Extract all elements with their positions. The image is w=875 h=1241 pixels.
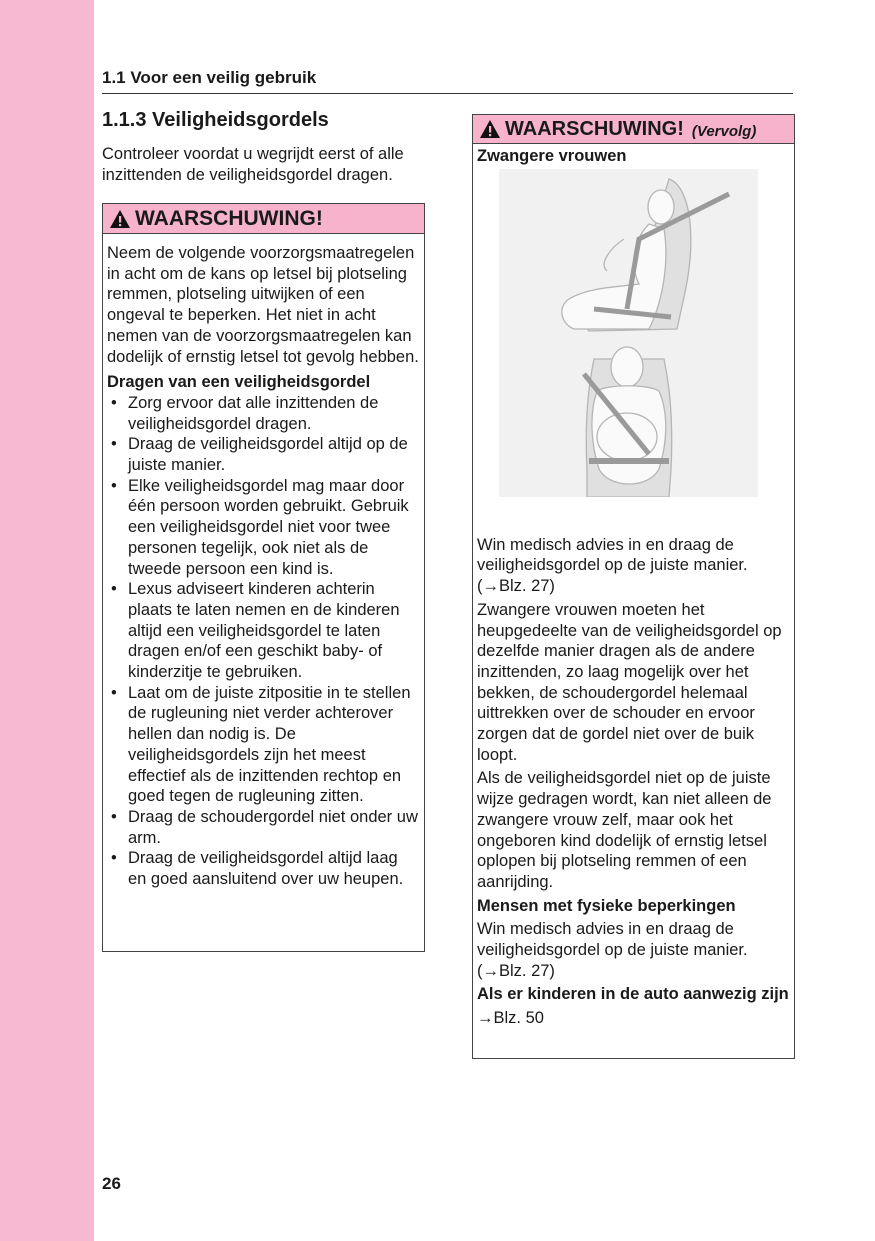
sub-section-title: 1.1.3 Veiligheidsgordels	[102, 109, 329, 131]
list-item: • Draag de veiligheidsgordel altijd laag en goed aansluitend over uw heupen.	[107, 848, 420, 889]
disabled-paragraph: Win medisch advies in en draag de veiligheidsgordel op de juiste manier. (→Blz. 27)	[477, 920, 748, 980]
pregnant-paragraph-2: Zwangere vrouwen moeten het heupgedeelte van de veiligheidsgordel op dezelfde manier dragen als de andere inzittenden, zo laag mogelijk over het bekken, de schoudergordel helemaal uittrekken over de schouder en ervoor zorgen dat de gordel niet over de buik loopt.	[477, 600, 782, 764]
intro-text: Controleer voordat u wegrijdt eerst of alle inzittenden de veiligheidsgordel dragen.	[102, 145, 404, 184]
left-warning-box	[102, 203, 425, 952]
warning-triangle-icon	[109, 209, 131, 229]
left-warning-subheading: Dragen van een veiligheidsgordel	[107, 373, 371, 392]
left-warning-title: WAARSCHUWING!	[135, 206, 323, 230]
children-paragraph: →Blz. 50	[477, 1009, 544, 1028]
left-warning-body	[103, 234, 424, 890]
right-warning-title-suffix: (Vervolg)	[691, 122, 757, 140]
pregnant-woman-seatbelt-illustration	[499, 169, 758, 497]
list-item: • Lexus adviseert kinderen achterin plaats te laten nemen en de kinderen altijd een veiligheidsgordel te laten dragen en/of een geschikt baby- of kinderzitje te gebruiken.	[107, 579, 420, 683]
section-header: 1.1 Voor een veilig gebruik	[102, 68, 793, 94]
children-heading: Als er kinderen in de auto aanwezig zijn	[477, 985, 789, 1004]
left-warning-header	[103, 204, 424, 234]
page-number: 26	[102, 1174, 121, 1193]
pregnant-paragraph-1: Win medisch advies in en draag de veiligheidsgordel op de juiste manier. (→Blz. 27)	[477, 535, 748, 596]
list-item: • Draag de veiligheidsgordel altijd op de juiste manier.	[107, 434, 420, 475]
side-color-strip	[0, 0, 94, 1241]
pregnant-paragraph-3: Als de veiligheidsgordel niet op de juiste wijze gedragen wordt, kan niet alleen de zwangere vrouw zelf, maar ook het ongeboren kind dodelijk of ernstig letsel oplopen bij plotseling remmen of een aanrijding.	[477, 769, 772, 891]
right-warning-header	[473, 115, 794, 144]
list-item: • Zorg ervoor dat alle inzittenden de veiligheidsgordel dragen.	[107, 393, 420, 434]
left-warning-bullets	[107, 393, 420, 890]
pregnant-heading: Zwangere vrouwen	[477, 147, 627, 165]
warning-triangle-icon	[479, 119, 501, 139]
list-item: • Draag de schoudergordel niet onder uw arm.	[107, 807, 420, 848]
right-warning-title: WAARSCHUWING!	[505, 117, 684, 140]
seatbelt-illustration-svg	[499, 169, 758, 497]
disabled-heading: Mensen met fysieke beperkingen	[477, 896, 736, 915]
list-item: • Elke veiligheidsgordel mag maar door één persoon worden gebruikt. Gebruik een veiligheidsgordel niet voor twee personen tegelijk, ook niet als de tweede persoon een kind is.	[107, 476, 420, 580]
left-warning-intro: Neem de volgende voorzorgsmaatregelen in acht om de kans op letsel bij plotseling remmen, plotseling uitwijken of een ongeval te beperken. Het niet in acht nemen van de voorzorgsmaatregelen kan dodelijk of ernstig letsel tot gevolg hebben.	[107, 244, 419, 366]
list-item: • Laat om de juiste zitpositie in te stellen de rugleuning niet verder achterover hellen dan nodig is. De veiligheidsgordels zijn het meest effectief als de inzittenden rechtop en goed tegen de rugleuning zitten.	[107, 683, 420, 807]
